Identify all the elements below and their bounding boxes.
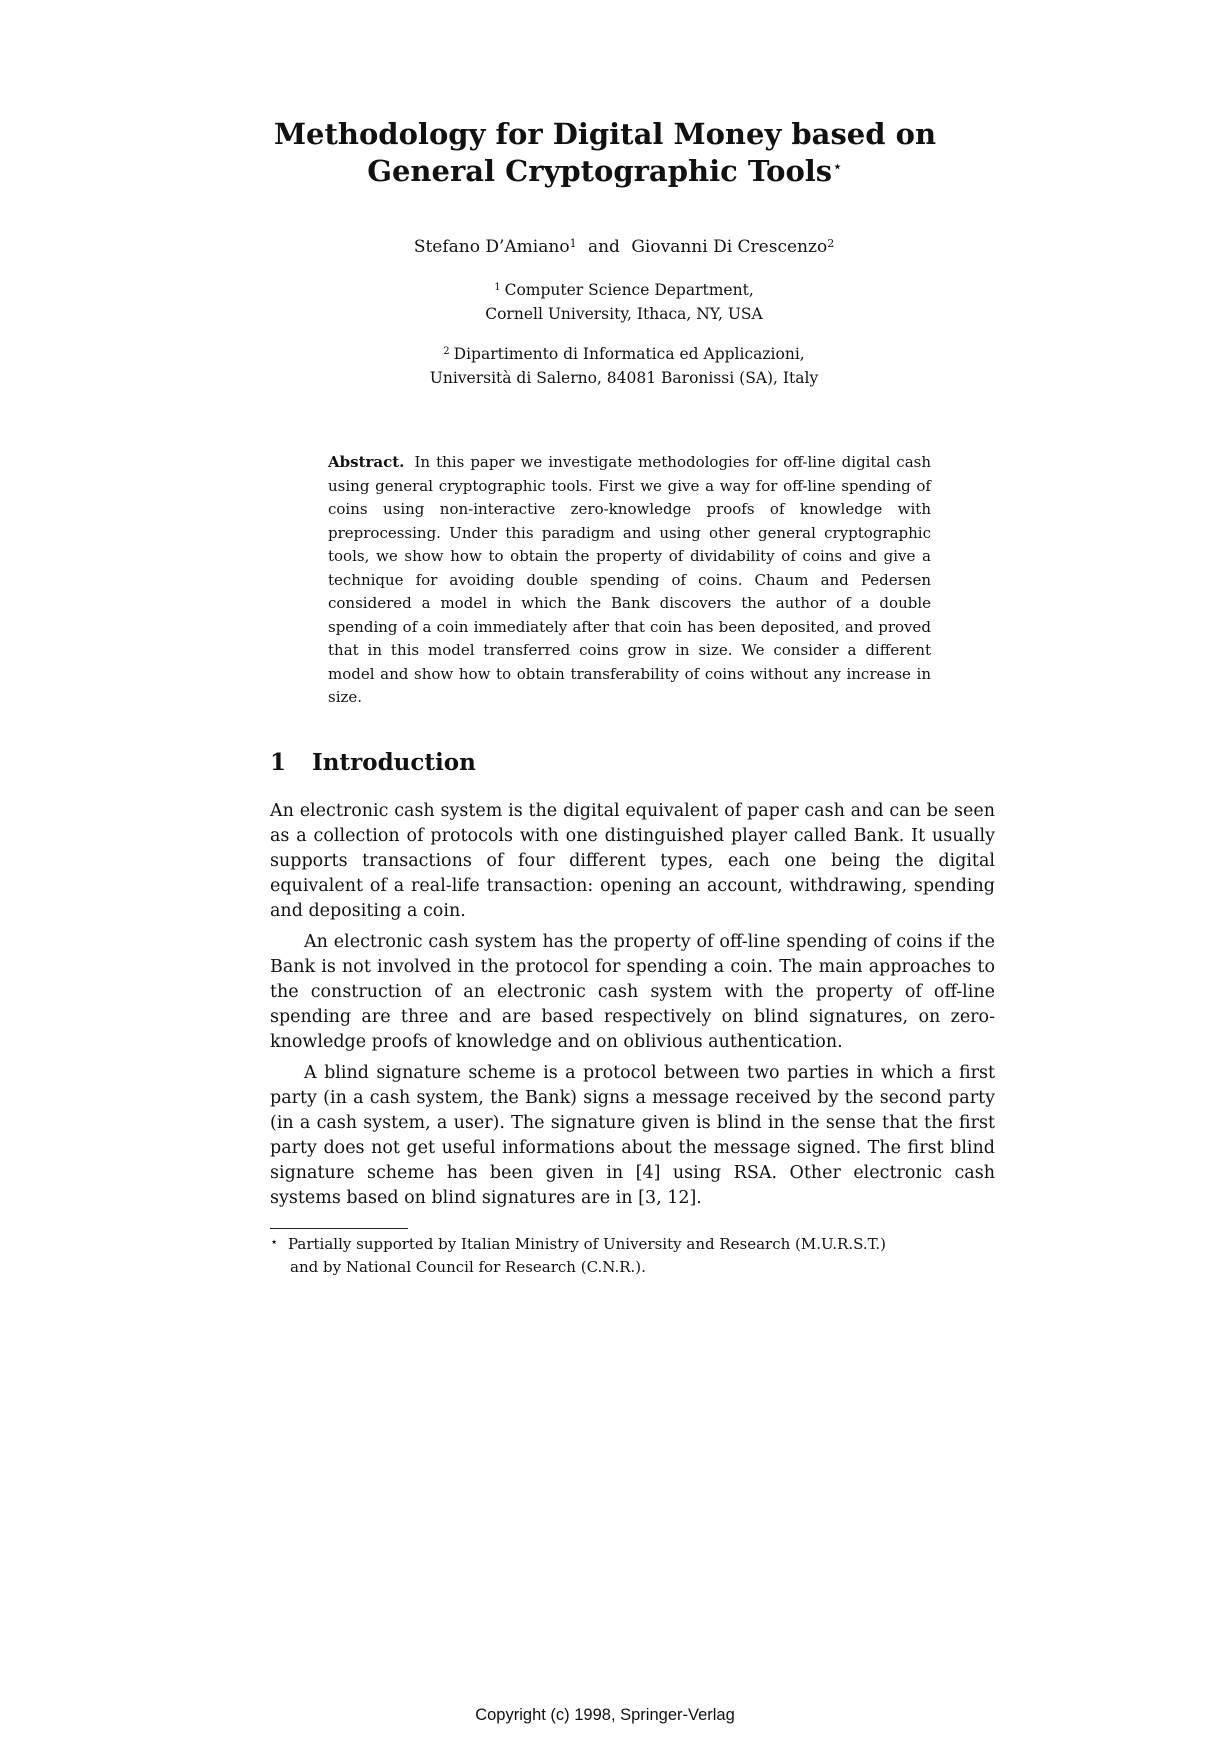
author-1-affil-mark: 1 (569, 237, 577, 250)
footnote-mark: ⋆ (270, 1235, 279, 1250)
affiliation-1 (300, 278, 948, 326)
author-list (200, 236, 1048, 258)
footnote-line-1: Partially supported by Italian Ministry of University and Research (M.U.R.S.T.) (288, 1235, 887, 1253)
abstract-text: In this paper we investigate methodologies for off-line digital cash using general cryptographic tools. First we give a way for off-line spending of coins using non-interactive zero-knowledge proofs of knowledge with preprocessing. Under this paradigm and using other general cryptographic tools, we show how to obtain the property of dividability of coins and give a technique for avoiding double spending of coins. Chaum and Pedersen considered a model in which the Bank discovers the author of a double spending of a coin immediately after that coin has been deposited, and proved that in this model transferred coins grow in size. We consider a different model and show how to obtain transferability of coins without any increase in size. (328, 453, 931, 706)
affiliation-2 (300, 342, 948, 390)
footnote-divider (270, 1228, 408, 1229)
affiliation-2-line-2: Università di Salerno, 84081 Baronissi (SA), Italy (429, 369, 819, 387)
footnote (270, 1233, 995, 1279)
paper-title (200, 116, 1010, 190)
paragraph-1: An electronic cash system is the digital equivalent of paper cash and can be seen as a collection of protocols with one distinguished player called Bank. It usually supports transactions of four different types, each one being the digital equivalent of a real-life transaction: opening an account, withdrawing, spending and depositing a coin. (270, 801, 995, 921)
title-line-2: General Cryptographic Tools (367, 154, 833, 188)
paragraph-3: A blind signature scheme is a protocol between two parties in which a first party (in a cash system, the Bank) signs a message received by the second party (in a cash system, a user). The signature given is blind in the sense that the first party does not get useful informations about the message signed. The first blind signature scheme has been given in [4] using RSA. Other electronic cash systems based on blind signatures are in [3, 12]. (270, 1063, 995, 1208)
author-2-affil-mark: 2 (827, 237, 835, 250)
footnote-line-2: and by National Council for Research (C.N.R.). (290, 1258, 646, 1276)
section-title: Introduction (312, 749, 476, 776)
affiliation-2-number: 2 (443, 346, 450, 357)
author-connector: and (587, 237, 620, 257)
body-text (270, 799, 995, 1217)
section-number: 1 (270, 749, 287, 776)
abstract-label: Abstract. (328, 453, 405, 471)
affiliation-1-number: 1 (494, 282, 501, 293)
section-heading-introduction (270, 748, 476, 778)
affiliation-1-line-1: Computer Science Department, (504, 281, 754, 299)
paragraph-2: An electronic cash system has the property of off-line spending of coins if the Bank is not involved in the protocol for spending a coin. The main approaches to the construction of an electronic cash system with the property of off-line spending are three and are based respectively on blind signatures, on zero-knowledge proofs of knowledge and on oblivious authentication. (270, 932, 995, 1052)
affiliation-2-line-1: Dipartimento di Informatica ed Applicazioni, (453, 345, 805, 363)
abstract (328, 451, 931, 710)
author-1-name: Stefano D’Amiano (413, 237, 570, 257)
copyright-notice: Copyright (c) 1998, Springer-Verlag (475, 1706, 735, 1724)
affiliation-1-line-2: Cornell University, Ithaca, NY, USA (485, 305, 763, 323)
author-2-name: Giovanni Di Crescenzo (631, 237, 828, 257)
title-footnote-mark: ⋆ (832, 157, 843, 177)
title-line-1: Methodology for Digital Money based on (273, 117, 937, 151)
